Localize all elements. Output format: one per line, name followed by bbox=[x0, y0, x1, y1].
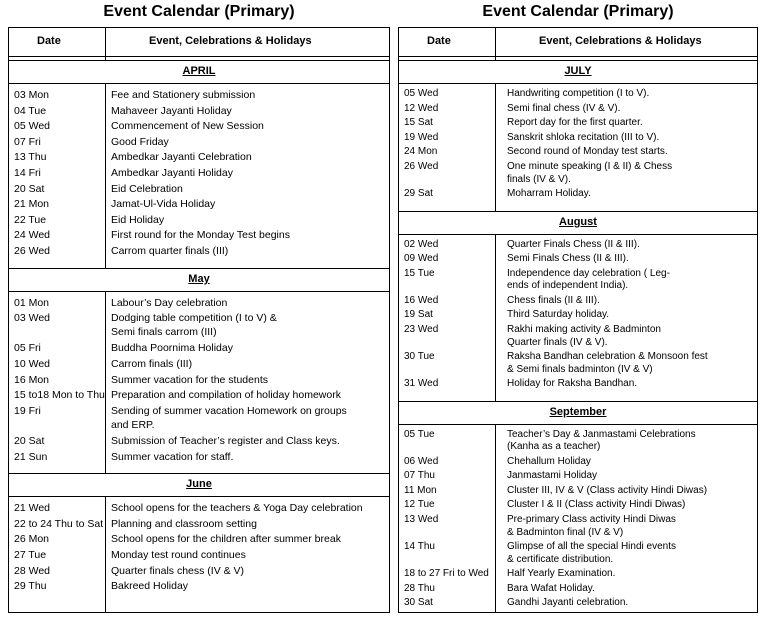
row-event: Good Friday bbox=[111, 135, 169, 148]
row-date: 05 Wed bbox=[404, 88, 439, 99]
row-date: 16 Mon bbox=[14, 373, 50, 386]
row-event: Eid Holiday bbox=[111, 213, 165, 226]
row-date: 14 Thu bbox=[404, 541, 435, 552]
row-event: Second round of Monday test starts. bbox=[507, 146, 668, 158]
row-date: 01 Mon bbox=[14, 296, 50, 309]
section-heading-july bbox=[399, 60, 757, 84]
row-event: One minute speaking (I & II) & Chess finals (IV & V). bbox=[507, 161, 673, 185]
event-column-header: Event, Celebrations & Holidays bbox=[539, 35, 702, 47]
row-date: 03 Mon bbox=[14, 89, 50, 101]
row-event: Summer vacation for staff. bbox=[111, 450, 234, 463]
row-event: Planning and classroom setting bbox=[111, 517, 257, 530]
row-date: 19 Sat bbox=[404, 309, 433, 321]
row-event: Summer vacation for the students bbox=[111, 373, 268, 386]
row-event: Carrom quarter finals (III) bbox=[111, 245, 229, 257]
row-date: 12 Wed bbox=[404, 102, 439, 114]
row-event: Mahaveer Jayanti Holiday bbox=[111, 104, 232, 117]
row-event: School opens for the children after summer break bbox=[111, 533, 341, 546]
row-event: Rakhi making activity & Badminton Quarter finals (IV & V). bbox=[507, 324, 661, 348]
row-date: 29 Sat bbox=[404, 188, 433, 199]
row-event: Semi Finals Chess (II & III). bbox=[507, 253, 629, 265]
row-event: Gandhi Jayanti celebration. bbox=[507, 597, 629, 609]
table-header bbox=[9, 28, 389, 57]
row-event: Independence day celebration ( Leg- ends of independent India). bbox=[507, 267, 670, 292]
row-event: School opens for the teachers & Yoga Day celebration bbox=[111, 502, 363, 515]
date-column-header: Date bbox=[37, 35, 61, 47]
row-date: 26 Mon bbox=[14, 533, 50, 546]
row-date: 05 Wed bbox=[14, 120, 50, 133]
row-event: Cluster III, IV & V (Class activity Hindi Diwas) bbox=[507, 484, 708, 496]
section-heading-september bbox=[399, 401, 757, 425]
row-event: Quarter Finals Chess (II & III). bbox=[507, 238, 640, 250]
row-date: 12 Tue bbox=[404, 499, 435, 511]
right-calendar-table bbox=[398, 27, 758, 613]
row-event: Chess finals (II & III). bbox=[507, 294, 600, 306]
row-event: Moharram Holiday. bbox=[507, 188, 591, 199]
event-column-header: Event, Celebrations & Holidays bbox=[149, 35, 312, 47]
row-date: 04 Tue bbox=[14, 104, 47, 117]
row-event: Eid Celebration bbox=[111, 182, 183, 195]
row-event: Handwriting competition (I to V). bbox=[507, 88, 650, 99]
row-date: 07 Thu bbox=[404, 470, 435, 482]
row-event: Fee and Stationery submission bbox=[111, 89, 256, 101]
row-date: 19 Wed bbox=[404, 131, 439, 143]
row-date: 26 Wed bbox=[404, 161, 439, 172]
table-header bbox=[399, 28, 757, 57]
column-divider bbox=[495, 28, 496, 612]
row-event: Preparation and compilation of holiday homework bbox=[111, 389, 341, 402]
section-heading-may bbox=[9, 268, 389, 292]
right-page-title: Event Calendar (Primary) bbox=[482, 3, 674, 20]
section-heading-label: June bbox=[186, 478, 212, 491]
row-event: Glimpse of all the special Hindi events & certificate distribution. bbox=[507, 541, 676, 565]
row-date: 31 Wed bbox=[404, 378, 439, 389]
row-event: Sanskrit shloka recitation (III to V). bbox=[507, 131, 660, 143]
row-date: 20 Sat bbox=[14, 435, 45, 447]
row-date: 16 Wed bbox=[404, 294, 439, 306]
row-date: 22 Tue bbox=[14, 213, 47, 226]
row-event: Janmastami Holiday bbox=[507, 470, 598, 482]
row-date: 11 Mon bbox=[404, 484, 437, 496]
row-date: 03 Wed bbox=[14, 312, 50, 325]
column-divider bbox=[105, 28, 106, 612]
section-heading-june bbox=[9, 473, 389, 497]
row-event: Bakreed Holiday bbox=[111, 580, 189, 593]
row-date: 07 Fri bbox=[14, 135, 41, 148]
row-event: Dodging table competition (I to V) & Semi finals carrom (III) bbox=[111, 312, 277, 339]
row-event: Teacher’s Day & Janmastami Celebrations (Kanha as a teacher) bbox=[507, 428, 696, 453]
left-calendar-table bbox=[8, 27, 390, 613]
row-event: First round for the Monday Test begins bbox=[111, 229, 290, 242]
row-date: 15 Sat bbox=[404, 117, 433, 129]
row-date: 28 Wed bbox=[14, 564, 50, 577]
row-date: 30 Tue bbox=[404, 351, 435, 362]
row-event: Report day for the first quarter. bbox=[507, 117, 643, 129]
row-event: Labour’s Day celebration bbox=[111, 296, 228, 309]
row-event: Ambedkar Jayanti Holiday bbox=[111, 167, 233, 179]
section-heading-label: APRIL bbox=[182, 65, 216, 77]
row-date: 09 Wed bbox=[404, 253, 439, 265]
row-event: Bara Wafat Holiday. bbox=[507, 582, 595, 594]
row-date: 24 Wed bbox=[14, 229, 50, 242]
row-event: Carrom finals (III) bbox=[111, 358, 193, 370]
row-event: Holiday for Raksha Bandhan. bbox=[507, 378, 638, 389]
row-date: 14 Fri bbox=[14, 167, 41, 179]
row-date: 21 Wed bbox=[14, 502, 50, 515]
row-event: Sending of summer vacation Homework on groups and ERP. bbox=[111, 404, 347, 431]
row-event: Half Yearly Examination. bbox=[507, 568, 616, 579]
row-event: Third Saturday holiday. bbox=[507, 309, 610, 321]
row-date: 10 Wed bbox=[14, 358, 50, 370]
row-date: 06 Wed bbox=[404, 455, 439, 467]
row-date: 15 to18 Mon to Thu bbox=[14, 389, 105, 402]
section-heading-label: May bbox=[188, 272, 210, 285]
row-date: 21 Sun bbox=[14, 450, 48, 463]
row-date: 22 to 24 Thu to Sat bbox=[14, 517, 104, 530]
row-date: 21 Mon bbox=[14, 198, 50, 211]
row-date: 02 Wed bbox=[404, 238, 439, 250]
row-event: Ambedkar Jayanti Celebration bbox=[111, 151, 252, 164]
section-heading-label: August bbox=[559, 215, 597, 228]
row-date: 15 Tue bbox=[404, 267, 435, 279]
row-date: 05 Fri bbox=[14, 342, 41, 355]
section-heading-label: September bbox=[549, 405, 607, 418]
row-date: 29 Thu bbox=[14, 580, 47, 593]
row-event: Monday test round continues bbox=[111, 549, 246, 561]
row-event: Cluster I & II (Class activity Hindi Diwas) bbox=[507, 499, 686, 511]
row-event: Semi final chess (IV & V). bbox=[507, 102, 621, 114]
section-heading-august bbox=[399, 211, 757, 235]
row-event: Jamat-Ul-Vida Holiday bbox=[111, 198, 216, 211]
date-column-header: Date bbox=[427, 35, 451, 47]
row-date: 28 Thu bbox=[404, 582, 435, 594]
section-heading-april bbox=[9, 60, 389, 84]
row-date: 30 Sat bbox=[404, 597, 433, 609]
row-event: Raksha Bandhan celebration & Monsoon fest & Semi finals badminton (IV & V) bbox=[507, 351, 708, 375]
row-date: 23 Wed bbox=[404, 324, 439, 335]
row-date: 13 Thu bbox=[14, 151, 47, 164]
row-event: Commencement of New Session bbox=[111, 120, 264, 133]
row-event: Submission of Teacher’s register and Class keys. bbox=[111, 435, 340, 447]
row-event: Quarter finals chess (IV & V) bbox=[111, 564, 245, 577]
row-date: 18 to 27 Fri to Wed bbox=[404, 568, 489, 579]
row-date: 05 Tue bbox=[404, 428, 435, 440]
row-event: Buddha Poornima Holiday bbox=[111, 342, 233, 355]
row-date: 13 Wed bbox=[404, 514, 439, 525]
row-date: 24 Mon bbox=[404, 146, 438, 158]
row-date: 20 Sat bbox=[14, 182, 45, 195]
row-date: 27 Tue bbox=[14, 549, 47, 561]
row-date: 26 Wed bbox=[14, 245, 50, 257]
row-event: Chehallum Holiday bbox=[507, 455, 591, 467]
left-page-title: Event Calendar (Primary) bbox=[103, 3, 295, 20]
row-date: 19 Fri bbox=[14, 404, 41, 417]
row-event: Pre-primary Class activity Hindi Diwas & Badminton final (IV & V) bbox=[507, 514, 676, 538]
section-heading-label: JULY bbox=[564, 65, 592, 77]
